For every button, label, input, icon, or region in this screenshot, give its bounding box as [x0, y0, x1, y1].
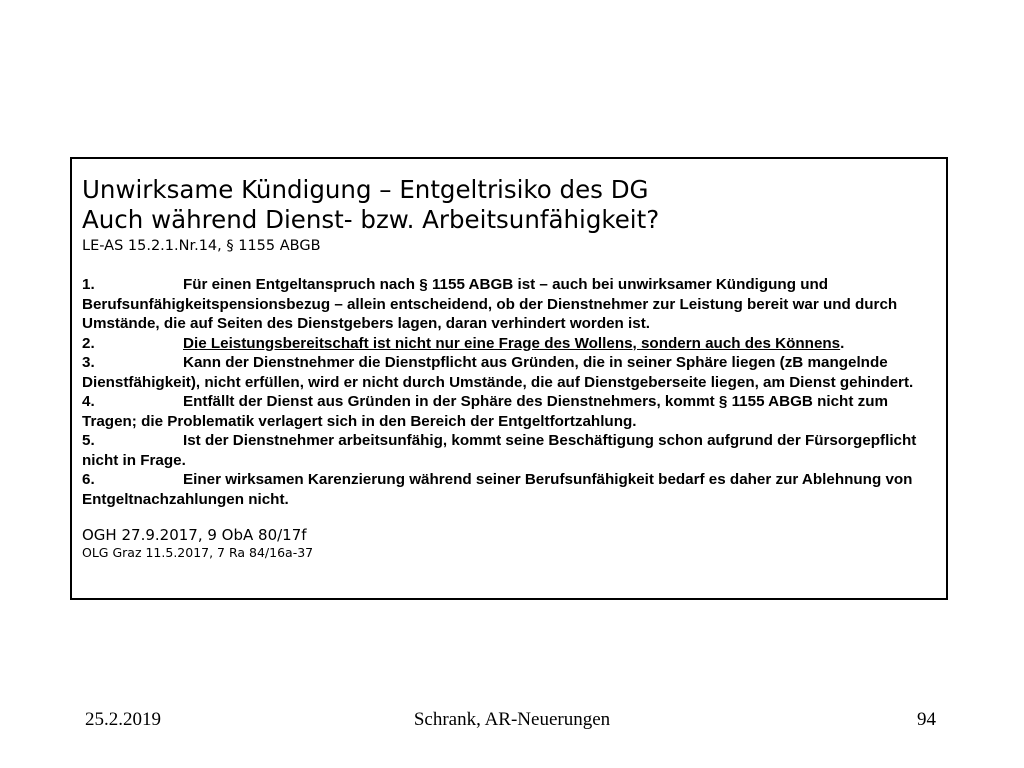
- citation-ogh: OGH 27.9.2017, 9 ObA 80/17f: [82, 526, 307, 544]
- footer-date: 25.2.2019: [85, 709, 161, 730]
- point-text: Kann der Dienstnehmer die Dienstpflicht aus Gründen, die in seiner Sphäre liegen (zB mangelnde Dienstfähigkeit), nicht erfüllen, wird er nicht durch Umstände, die auf Dienstgeberseite liegen, am Dienst gehindert.: [82, 354, 914, 391]
- point-number: 5.: [82, 432, 95, 449]
- point-text: Für einen Entgeltanspruch nach § 1155 ABGB ist – auch bei unwirksamer Kündigung und Berufsunfähigkeitspensionsbezug – allein entscheidend, ob der Dienstnehmer zur Leistung bereit war und durch Umstände, die auf Seiten des Dienstgebers lagen, daran verhindert worden ist.: [82, 276, 898, 332]
- point-text: Die Leistungsbereitschaft ist nicht nur eine Frage des Wollens, sondern auch des Könnens: [183, 334, 841, 352]
- point-number: 1.: [82, 276, 95, 293]
- point-number: 3.: [82, 354, 95, 371]
- slide-content-box: [70, 157, 948, 600]
- spacer: [82, 256, 936, 275]
- point-number: 2.: [82, 334, 95, 352]
- citation-olg: OLG Graz 11.5.2017, 7 Ra 84/16a-37: [82, 545, 314, 560]
- point-number: 6.: [82, 471, 95, 488]
- point-text: Einer wirksamen Karenzierung während seiner Berufsunfähigkeit bedarf es daher zur Ablehnung von Entgeltnachzahlungen nicht.: [82, 471, 913, 508]
- point-4: [82, 392, 936, 431]
- point-text: Ist der Dienstnehmer arbeitsunfähig, kommt seine Beschäftigung schon aufgrund der Fürsorgepflicht nicht in Frage.: [82, 432, 917, 469]
- page-number: 94: [917, 709, 936, 730]
- point-number: 4.: [82, 393, 95, 410]
- point-3: [82, 353, 936, 392]
- spacer: [82, 509, 936, 526]
- point-suffix: .: [840, 334, 845, 352]
- slide-subtitle: Auch während Dienst- bzw. Arbeitsunfähigkeit?: [82, 205, 660, 234]
- point-text: Entfällt der Dienst aus Gründen in der Sphäre des Dienstnehmers, kommt § 1155 ABGB nicht zum Tragen; die Problematik verlagert sich in den Bereich der Entgeltfortzahlung.: [82, 393, 888, 430]
- point-5: [82, 431, 936, 470]
- legal-reference: LE-AS 15.2.1.Nr.14, § 1155 ABGB: [82, 238, 321, 254]
- point-6: [82, 470, 936, 509]
- point-2: [82, 334, 936, 354]
- point-1: [82, 275, 936, 334]
- footer-title: Schrank, AR-Neuerungen: [413, 709, 611, 730]
- slide-title: Unwirksame Kündigung – Entgeltrisiko des DG: [82, 175, 649, 204]
